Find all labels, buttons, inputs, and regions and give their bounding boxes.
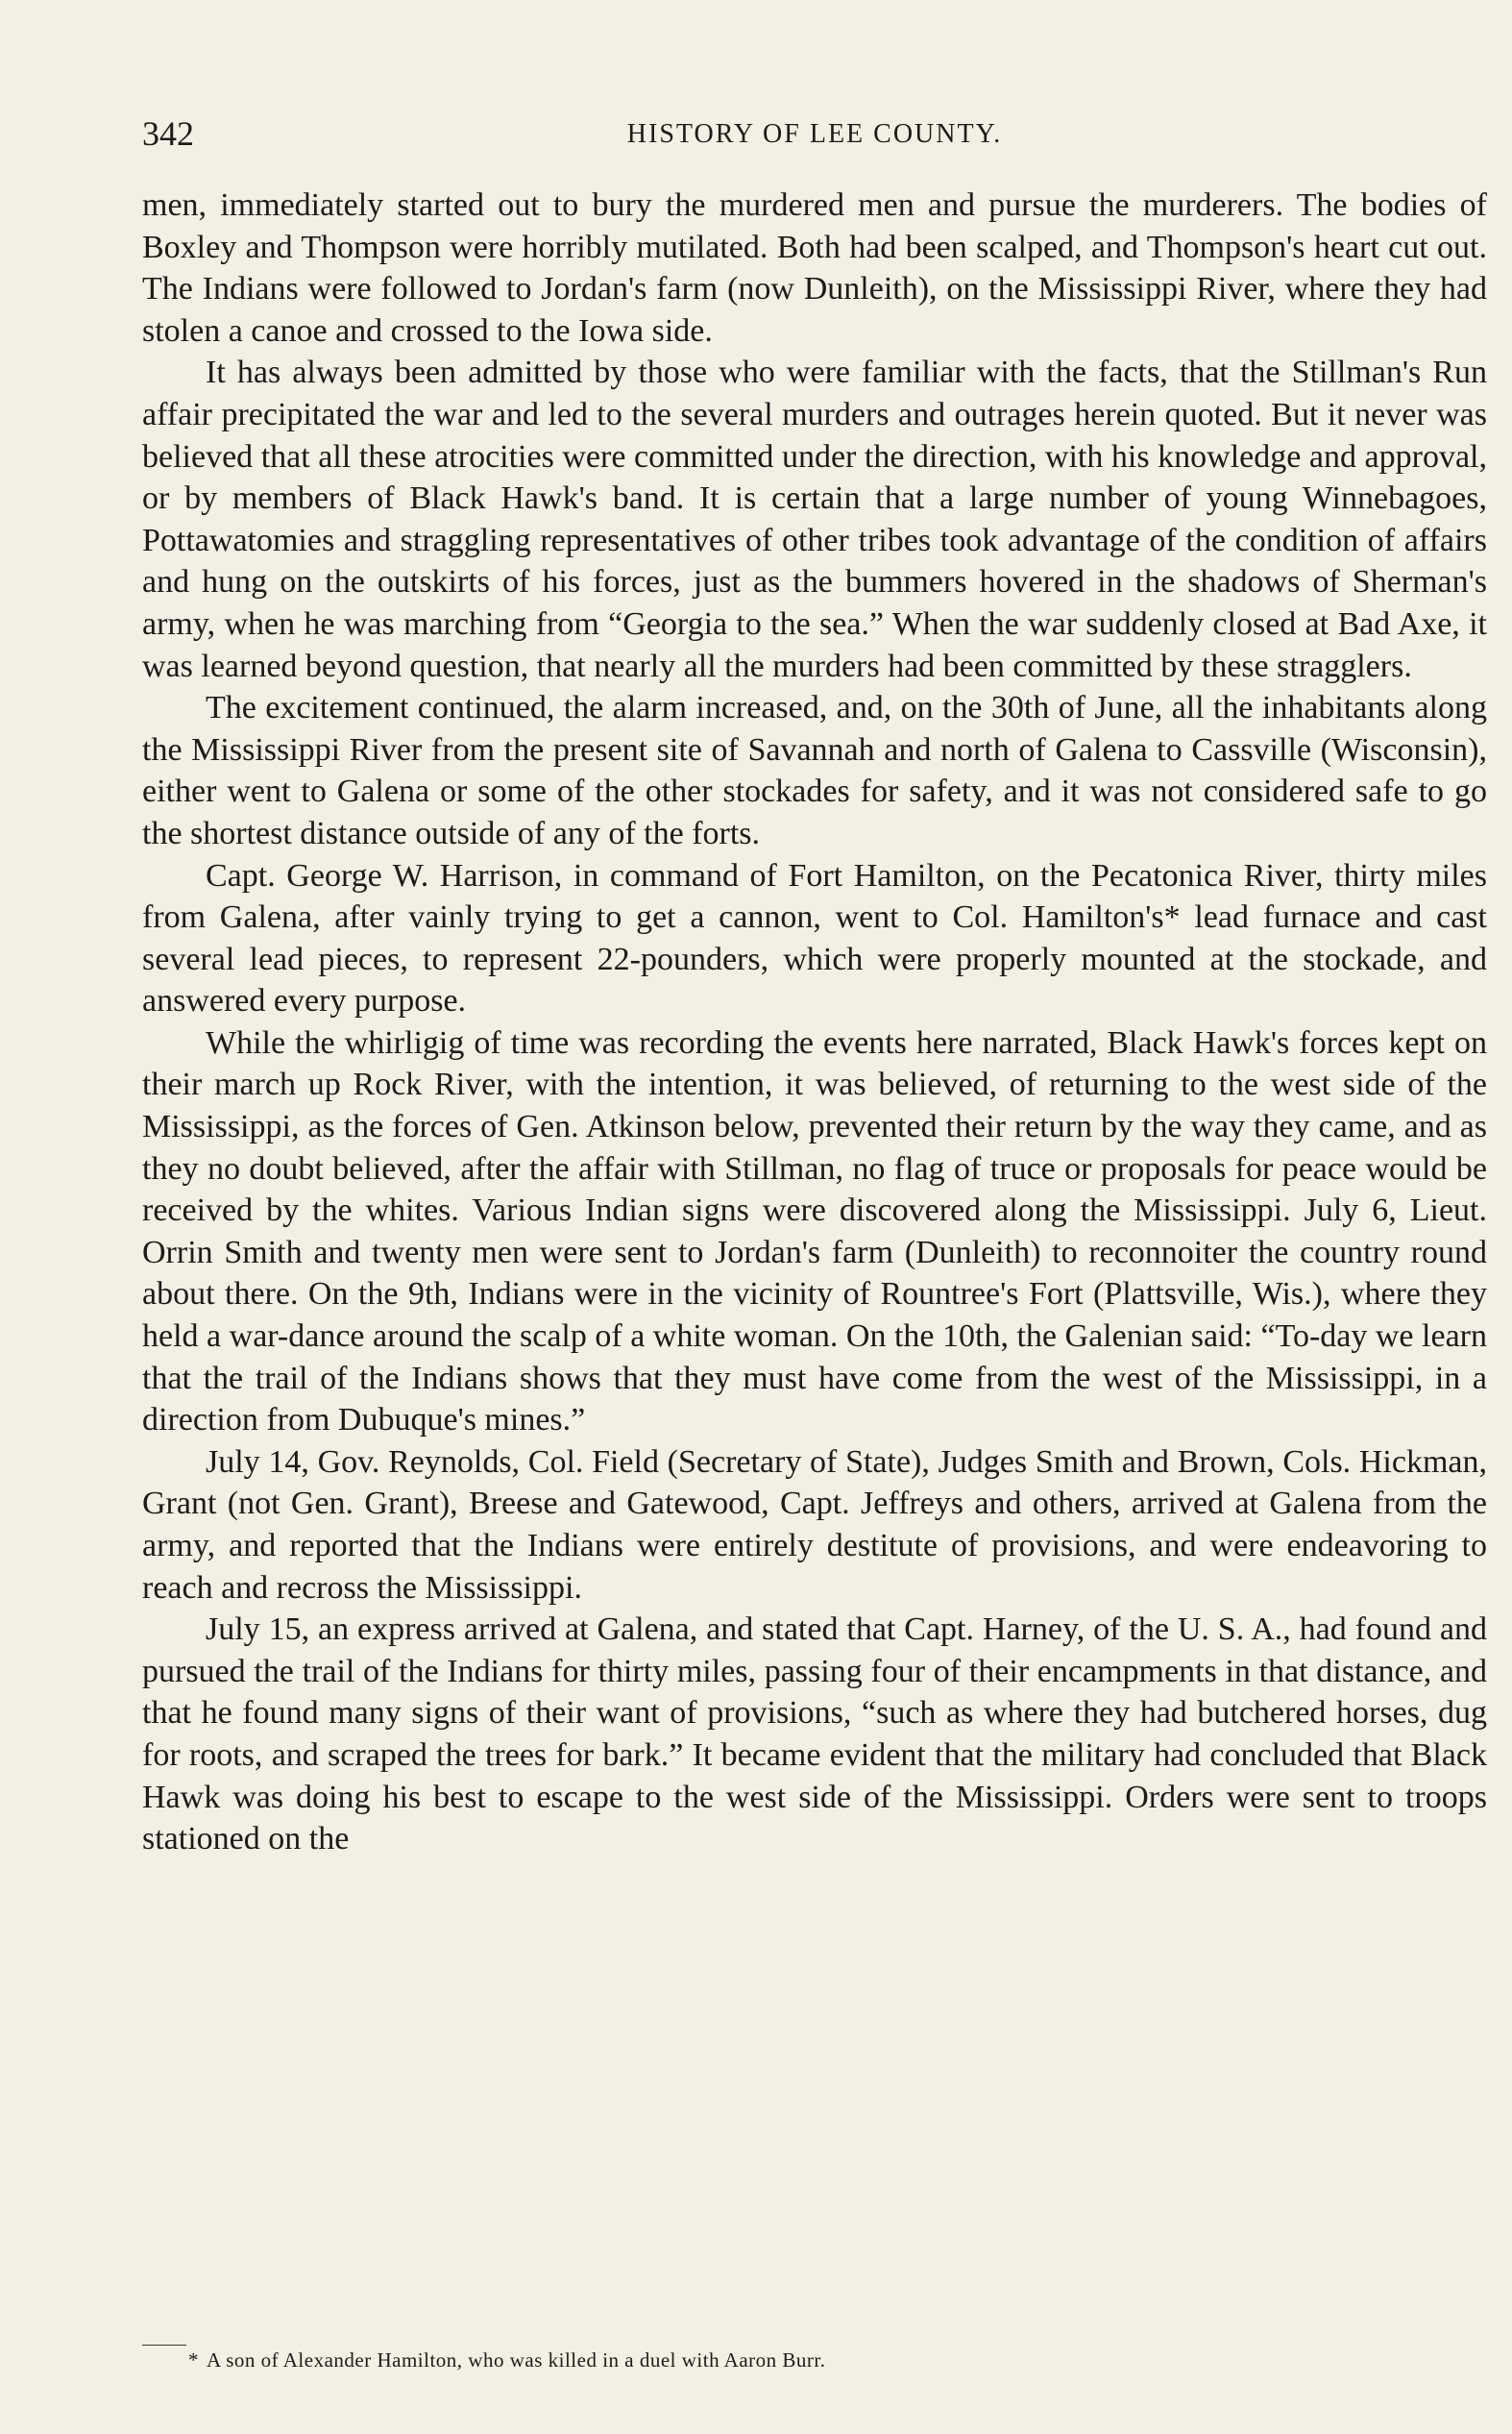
footnote-rule — [142, 2345, 186, 2346]
running-title: HISTORY OF LEE COUNTY. — [626, 119, 1003, 149]
body-text — [142, 184, 1487, 1860]
book-page — [142, 113, 1487, 1860]
paragraph-2: It has always been admitted by those who were familiar with the facts, that the Stillman's Run affair precipitated the war and led to the several murders and outrages herein quoted. But it never was believed that all these atrocities were committed under the direction, with his knowledge and approval, or by members of Black Hawk's band. It is certain that a large number of young Winnebagoes, Pottawatomies and straggling representatives of other tribes took advantage of the condition of affairs and hung on the outskirts of his forces, just as the bummers hovered in the shadows of Sherman's army, when he was marching from “Georgia to the sea.” When the war suddenly closed at Bad Axe, it was learned beyond question, that nearly all the murders had been committed by these stragglers. — [142, 355, 1487, 684]
paragraph-6: July 14, Gov. Reynolds, Col. Field (Secretary of State), Judges Smith and Brown, Cols. Hickman, Grant (not Gen. Grant), Breese and Gatewood, Capt. Jeffreys and others, arrived at Galena from the army, and reported that the Indians were entirely destitute of provisions, and were endeavoring to reach and recross the Mississippi. — [142, 1443, 1487, 1606]
paragraph-5: While the whirligig of time was recording the events here narrated, Black Hawk's forces kept on their march up Rock River, with the intention, it was believed, of returning to the west side of the Mississippi, as the forces of Gen. Atkinson below, prevented their return by the way they came, and as they no doubt believed, after the affair with Stillman, no flag of truce or proposals for peace would be received by the whites. Various Indian signs were discovered along the Mississippi. July 6, Lieut. Orrin Smith and twenty men were sent to Jordan's farm (Dunleith) to reconnoiter the country round about there. On the 9th, Indians were in the vicinity of Rountree's Fort (Plattsville, Wis.), where they held a war-dance around the scalp of a white woman. On the 10th, the Galenian said: “To-day we learn that the trail of the Indians shows that they must have come from the west of the Mississippi, in a direction from Dubuque's mines.” — [142, 1024, 1487, 1438]
page-number: 342 — [142, 114, 194, 153]
footnote — [188, 2348, 826, 2373]
paragraph-1: men, immediately started out to bury the murdered men and pursue the murderers. The bodies of Boxley and Thompson were horribly mutilated. Both had been scalped, and Thompson's heart cut out. The Indians were followed to Jordan's farm (now Dunleith), on the Mississippi River, where they had stolen a canoe and crossed to the Iowa side. — [142, 187, 1487, 349]
footnote-mark: * — [188, 2348, 199, 2372]
footnote-text: A son of Alexander Hamilton, who was killed in a duel with Aaron Burr. — [207, 2348, 826, 2372]
running-head — [142, 113, 1487, 161]
paragraph-4: Capt. George W. Harrison, in command of Fort Hamilton, on the Pecatonica River, thirty miles from Galena, after vainly trying to get a cannon, went to Col. Hamilton's* lead furnace and cast several lead pieces, to represent 22-pounders, which were properly mounted at the stockade, and answered every purpose. — [142, 857, 1487, 1020]
paragraph-3: The excitement continued, the alarm increased, and, on the 30th of June, all the inhabitants along the Mississippi River from the present site of Savannah and north of Galena to Cassville (Wisconsin), either went to Galena or some of the other stockades for safety, and it was not considered safe to go the shortest distance outside of any of the forts. — [142, 690, 1487, 851]
paragraph-7: July 15, an express arrived at Galena, and stated that Capt. Harney, of the U. S. A., had found and pursued the trail of the Indians for thirty miles, passing four of their encampments in that distance, and that he found many signs of their want of provisions, “such as where they had butchered horses, dug for roots, and scraped the trees for bark.” It became evident that the military had concluded that Black Hawk was doing his best to escape to the west side of the Mississippi. Orders were sent to troops stationed on the — [142, 1611, 1487, 1857]
